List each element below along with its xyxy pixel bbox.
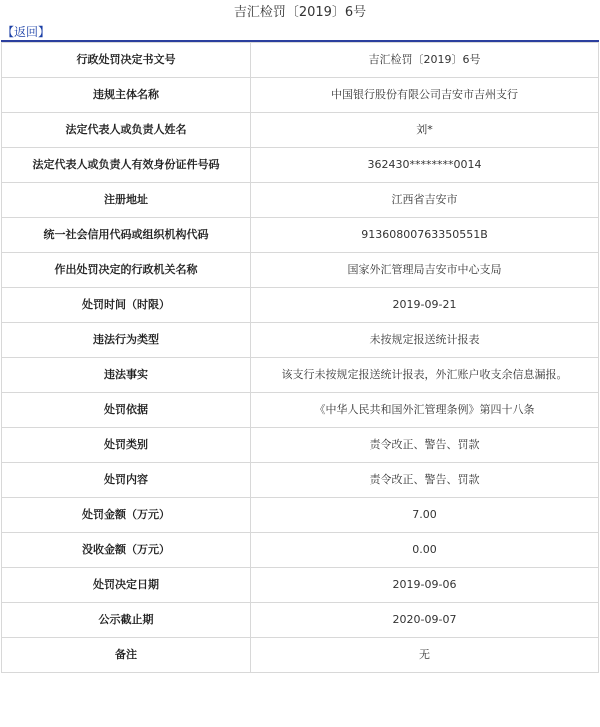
row-label: 处罚时间（时限） [2, 288, 251, 323]
page-title: 吉汇检罚〔2019〕6号 [233, 5, 367, 20]
table-row [2, 393, 599, 428]
table-row [2, 428, 599, 463]
table-row [2, 288, 599, 323]
table-row [2, 253, 599, 288]
row-label: 违法事实 [2, 358, 251, 393]
table-row [2, 638, 599, 673]
row-value: 2019-09-21 [251, 288, 599, 323]
row-label: 没收金额（万元） [2, 533, 251, 568]
row-label: 作出处罚决定的行政机关名称 [2, 253, 251, 288]
table-row [2, 218, 599, 253]
table-row [2, 358, 599, 393]
row-value: 责令改正、警告、罚款 [251, 463, 599, 498]
table-row [2, 323, 599, 358]
row-label: 法定代表人或负责人姓名 [2, 113, 251, 148]
row-value: 2019-09-06 [251, 568, 599, 603]
row-value: 7.00 [251, 498, 599, 533]
table-row [2, 533, 599, 568]
row-value: 刘* [251, 113, 599, 148]
row-value: 0.00 [251, 533, 599, 568]
table-row [2, 148, 599, 183]
back-row [0, 24, 600, 40]
row-value: 国家外汇管理局吉安市中心支局 [251, 253, 599, 288]
row-label: 处罚类别 [2, 428, 251, 463]
row-label: 法定代表人或负责人有效身份证件号码 [2, 148, 251, 183]
row-label: 处罚依据 [2, 393, 251, 428]
row-label: 公示截止期 [2, 603, 251, 638]
table-row [2, 78, 599, 113]
row-label: 统一社会信用代码或组织机构代码 [2, 218, 251, 253]
table-row [2, 43, 599, 78]
row-label: 处罚内容 [2, 463, 251, 498]
row-label: 违法行为类型 [2, 323, 251, 358]
row-label: 注册地址 [2, 183, 251, 218]
table-row [2, 463, 599, 498]
row-value: 中国银行股份有限公司吉安市吉州支行 [251, 78, 599, 113]
row-value: 91360800763350551B [251, 218, 599, 253]
row-value: 无 [251, 638, 599, 673]
row-label: 行政处罚决定书文号 [2, 43, 251, 78]
row-value: 2020-09-07 [251, 603, 599, 638]
row-label: 备注 [2, 638, 251, 673]
table-row [2, 498, 599, 533]
row-label: 处罚决定日期 [2, 568, 251, 603]
row-value: 吉汇检罚〔2019〕6号 [251, 43, 599, 78]
penalty-detail-table [1, 42, 599, 673]
table-row [2, 183, 599, 218]
row-value: 责令改正、警告、罚款 [251, 428, 599, 463]
table-row [2, 603, 599, 638]
row-label: 违规主体名称 [2, 78, 251, 113]
row-value: 江西省吉安市 [251, 183, 599, 218]
table-row [2, 568, 599, 603]
row-value: 未按规定报送统计报表 [251, 323, 599, 358]
row-value: 《中华人民共和国外汇管理条例》第四十八条 [251, 393, 599, 428]
row-label: 处罚金额（万元） [2, 498, 251, 533]
row-value: 362430********0014 [251, 148, 599, 183]
back-link[interactable]: 【返回】 [2, 25, 51, 39]
row-value: 该支行未按规定报送统计报表，外汇账户收支余信息漏报。 [251, 358, 599, 393]
table-row [2, 113, 599, 148]
